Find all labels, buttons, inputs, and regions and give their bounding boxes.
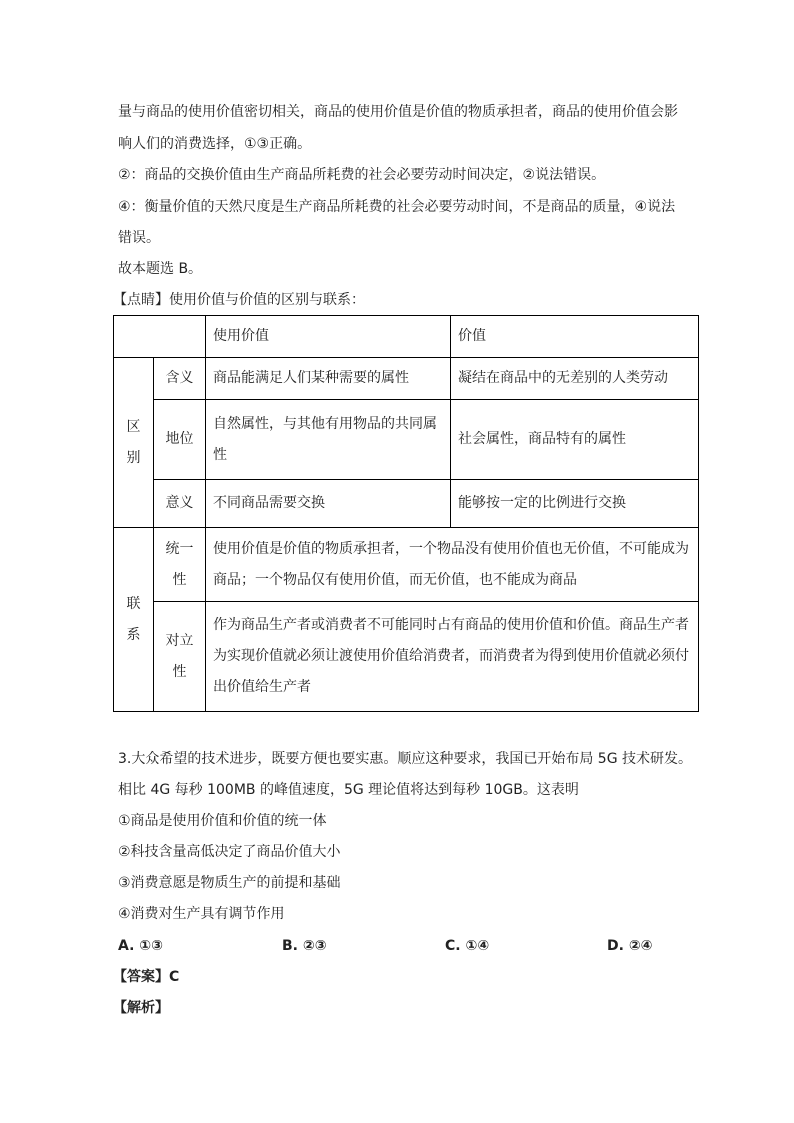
- group-difference-label: 区 别: [114, 358, 154, 528]
- row-label-meaning: 含义: [154, 358, 206, 400]
- header-value: 价值: [451, 316, 699, 358]
- table-row: [114, 400, 699, 480]
- table-corner-cell: [114, 316, 206, 358]
- question-stem-line: 相比 4G 每秒 100MB 的峰值速度，5G 理论值将达到每秒 10GB。这表明: [118, 782, 579, 798]
- intro-line: 故本题选 B。: [118, 261, 203, 277]
- cell-significance-value: 能够按一定的比例进行交换: [451, 480, 699, 528]
- analysis-label: 【解析】: [113, 1000, 169, 1016]
- table-row: [114, 602, 699, 712]
- table-row: [114, 480, 699, 528]
- header-use-value: 使用价值: [206, 316, 451, 358]
- table-row: [114, 358, 699, 400]
- intro-line: ②：商品的交换价值由生产商品所耗费的社会必要劳动时间决定，②说法错误。: [118, 167, 606, 183]
- row-label-unity: 统一 性: [154, 528, 206, 602]
- option-a: A. ①③: [118, 938, 163, 954]
- intro-line: 响人们的消费选择，①③正确。: [118, 136, 312, 152]
- option-c: C. ①④: [445, 938, 490, 954]
- cell-meaning-value: 凝结在商品中的无差别的人类劳动: [451, 358, 699, 400]
- intro-line: ④：衡量价值的天然尺度是生产商品所耗费的社会必要劳动时间，不是商品的质量，④说法: [118, 199, 676, 215]
- statement-2: ②科技含量高低决定了商品价值大小: [118, 844, 341, 860]
- intro-line: 量与商品的使用价值密切相关，商品的使用价值是价值的物质承担者，商品的使用价值会影: [118, 104, 678, 120]
- answer-label: 【答案】C: [113, 969, 180, 985]
- row-label-significance: 意义: [154, 480, 206, 528]
- group-link-label: 联 系: [114, 528, 154, 712]
- question-stem-line: 3.大众希望的技术进步，既要方便也要实惠。顺应这种要求，我国已开始布局 5G 技术研发。: [118, 751, 693, 767]
- cell-status-value: 社会属性，商品特有的属性: [451, 400, 699, 480]
- statement-4: ④消费对生产具有调节作用: [118, 906, 285, 922]
- statement-1: ①商品是使用价值和价值的统一体: [118, 813, 327, 829]
- table-header-row: [114, 316, 699, 358]
- option-b: B. ②③: [282, 938, 327, 954]
- cell-meaning-use: 商品能满足人们某种需要的属性: [206, 358, 451, 400]
- comparison-table: [113, 315, 699, 712]
- cell-opposition-text: 作为商品生产者或消费者不可能同时占有商品的使用价值和价值。商品生产者 为实现价值就必须让渡使用价值给消费者，而消费者为得到使用价值就必须付 出价值给生产者: [206, 602, 699, 712]
- tip-heading: 【点睛】使用价值与价值的区别与联系：: [113, 292, 365, 308]
- row-label-status: 地位: [154, 400, 206, 480]
- row-label-opposition: 对立 性: [154, 602, 206, 712]
- statement-3: ③消费意愿是物质生产的前提和基础: [118, 875, 341, 891]
- table-row: [114, 528, 699, 602]
- option-d: D. ②④: [607, 938, 653, 954]
- cell-significance-use: 不同商品需要交换: [206, 480, 451, 528]
- intro-line: 错误。: [118, 230, 160, 246]
- cell-unity-text: 使用价值是价值的物质承担者，一个物品没有使用价值也无价值，不可能成为 商品；一个物品仅有使用价值，而无价值，也不能成为商品: [206, 528, 699, 602]
- cell-status-use: 自然属性，与其他有用物品的共同属 性: [206, 400, 451, 480]
